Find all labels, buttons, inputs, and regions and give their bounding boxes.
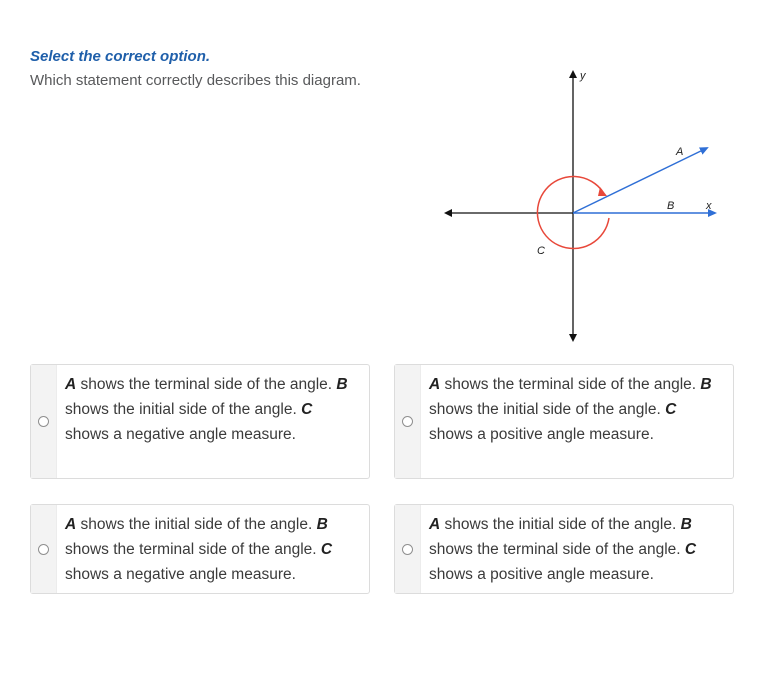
option-1-text[interactable] bbox=[57, 365, 369, 478]
ray-a bbox=[573, 148, 707, 213]
label-y: y bbox=[580, 70, 586, 82]
answer-option-1[interactable] bbox=[30, 364, 370, 479]
label-c: C bbox=[665, 401, 677, 418]
label-c: C bbox=[320, 541, 333, 558]
radio-button-1[interactable] bbox=[38, 416, 49, 427]
option-3-text[interactable] bbox=[57, 505, 369, 593]
label-b: B bbox=[700, 376, 712, 393]
radio-column[interactable] bbox=[395, 505, 421, 593]
statement-a: shows the terminal side of the angle. bbox=[76, 376, 337, 393]
label-c: C bbox=[301, 401, 313, 418]
label-a: A bbox=[65, 376, 77, 393]
statement-b: shows the initial side of the angle. bbox=[65, 401, 302, 418]
statement-c: shows a negative angle measure. bbox=[65, 566, 296, 583]
radio-column[interactable] bbox=[395, 365, 421, 478]
label-c: C bbox=[684, 541, 697, 558]
answer-option-4[interactable] bbox=[394, 504, 734, 594]
statement-a: shows the terminal side of the angle. bbox=[440, 376, 701, 393]
label-b: B bbox=[680, 516, 692, 533]
label-b: B bbox=[336, 376, 348, 393]
label-a: A bbox=[429, 376, 441, 393]
label-c: C bbox=[537, 245, 545, 257]
label-x: x bbox=[706, 200, 712, 212]
instruction-text: Select the correct option. bbox=[30, 48, 211, 65]
statement-b: shows the terminal side of the angle. bbox=[65, 541, 321, 558]
statement-c: shows a positive angle measure. bbox=[429, 566, 654, 583]
angle-diagram bbox=[440, 68, 730, 348]
answer-option-2[interactable] bbox=[394, 364, 734, 479]
radio-column[interactable] bbox=[31, 365, 57, 478]
statement-a: shows the initial side of the angle. bbox=[440, 516, 681, 533]
label-b: B bbox=[667, 200, 675, 212]
answer-option-3[interactable] bbox=[30, 504, 370, 594]
radio-button-4[interactable] bbox=[402, 544, 413, 555]
radio-button-2[interactable] bbox=[402, 416, 413, 427]
label-a: A bbox=[676, 146, 684, 158]
statement-b: shows the initial side of the angle. bbox=[429, 401, 666, 418]
label-b: B bbox=[316, 516, 328, 533]
statement-c: shows a negative angle measure. bbox=[65, 426, 296, 443]
label-a: A bbox=[65, 516, 77, 533]
statement-a: shows the initial side of the angle. bbox=[76, 516, 317, 533]
question-text: Which statement correctly describes this diagram. bbox=[30, 72, 361, 89]
statement-b: shows the terminal side of the angle. bbox=[429, 541, 685, 558]
option-4-text[interactable] bbox=[421, 505, 733, 593]
statement-c: shows a positive angle measure. bbox=[429, 426, 654, 443]
radio-column[interactable] bbox=[31, 505, 57, 593]
radio-button-3[interactable] bbox=[38, 544, 49, 555]
option-2-text[interactable] bbox=[421, 365, 733, 478]
label-a: A bbox=[429, 516, 441, 533]
